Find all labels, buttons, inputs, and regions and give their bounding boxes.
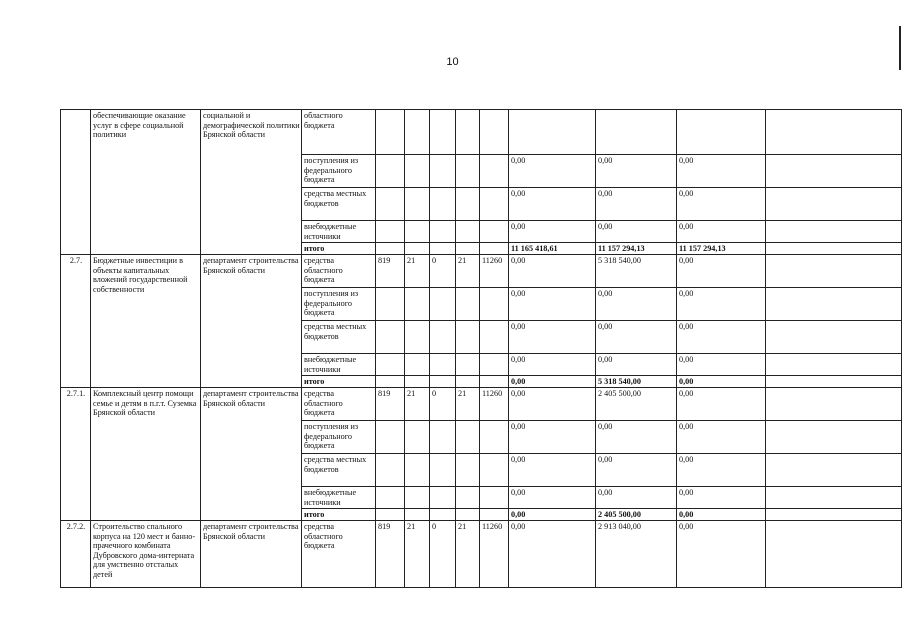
value-year2: 0,00 xyxy=(596,487,677,509)
value-year2: 0,00 xyxy=(596,321,677,354)
funding-source: областного бюджета xyxy=(302,110,376,155)
value-year3: 0,00 xyxy=(677,221,766,243)
value-year3: 0,00 xyxy=(677,388,766,421)
code-om: 21 xyxy=(456,255,480,288)
value-year1: 0,00 xyxy=(509,521,596,588)
table-row xyxy=(61,388,902,421)
value-year1: 0,00 xyxy=(509,155,596,188)
funding-source: средства областного бюджета xyxy=(302,521,376,588)
row-number: 2.7.1. xyxy=(61,388,91,521)
code-gp: 21 xyxy=(405,255,430,288)
measure-name: Бюджетные инвестиции в объекты капитальных вложений государственной собственности xyxy=(91,255,201,388)
value-year3: 0,00 xyxy=(677,521,766,588)
code-napr: 11260 xyxy=(480,521,509,588)
value-year2: 2 405 500,00 xyxy=(596,388,677,421)
total-year1: 0,00 xyxy=(509,376,596,388)
funding-source: внебюджетные источники xyxy=(302,354,376,376)
value-year2: 0,00 xyxy=(596,221,677,243)
value-year3: 0,00 xyxy=(677,288,766,321)
value-year1: 0,00 xyxy=(509,454,596,487)
total-year3: 0,00 xyxy=(677,509,766,521)
value-year3: 0,00 xyxy=(677,354,766,376)
value-year2: 0,00 xyxy=(596,421,677,454)
value-year2: 0,00 xyxy=(596,454,677,487)
value-year2 xyxy=(596,110,677,155)
table-row xyxy=(61,110,902,155)
funding-source: поступления из федерального бюджета xyxy=(302,421,376,454)
value-year1: 0,00 xyxy=(509,321,596,354)
code-pgp: 0 xyxy=(430,388,456,421)
value-year1: 0,00 xyxy=(509,354,596,376)
value-year1: 0,00 xyxy=(509,188,596,221)
total-year3: 0,00 xyxy=(677,376,766,388)
code-pgp: 0 xyxy=(430,521,456,588)
funding-source: средства местных бюджетов xyxy=(302,454,376,487)
executor: социальной и демографической политики Брянской области xyxy=(201,110,302,255)
value-year2: 0,00 xyxy=(596,354,677,376)
executor: департамент строительства Брянской области xyxy=(201,255,302,388)
funding-source: поступления из федерального бюджета xyxy=(302,288,376,321)
funding-source-total: итого xyxy=(302,376,376,388)
funding-source-total: итого xyxy=(302,243,376,255)
value-year2: 0,00 xyxy=(596,155,677,188)
measure-name: обеспечивающие оказание услуг в сфере социальной политики xyxy=(91,110,201,255)
value-year3 xyxy=(677,110,766,155)
value-year3: 0,00 xyxy=(677,487,766,509)
row-number xyxy=(61,110,91,255)
measure-name: Строительство спального корпуса на 120 мест и банно-прачечного комбината Дубровского дома-интерната для умственно отсталых детей xyxy=(91,521,201,588)
value-year2: 5 318 540,00 xyxy=(596,255,677,288)
value-year1: 0,00 xyxy=(509,288,596,321)
funding-source: средства областного бюджета xyxy=(302,255,376,288)
value-year1: 0,00 xyxy=(509,221,596,243)
code-om: 21 xyxy=(456,521,480,588)
value-year3: 0,00 xyxy=(677,321,766,354)
table-row xyxy=(61,255,902,288)
total-year2: 5 318 540,00 xyxy=(596,376,677,388)
funding-source: внебюджетные источники xyxy=(302,487,376,509)
value-year2: 2 913 040,00 xyxy=(596,521,677,588)
code-gp: 21 xyxy=(405,388,430,421)
code-napr: 11260 xyxy=(480,388,509,421)
value-year3: 0,00 xyxy=(677,454,766,487)
value-year2: 0,00 xyxy=(596,288,677,321)
total-year2: 11 157 294,13 xyxy=(596,243,677,255)
code-pgp: 0 xyxy=(430,255,456,288)
funding-source: средства местных бюджетов xyxy=(302,321,376,354)
code-om: 21 xyxy=(456,388,480,421)
funding-source: средства местных бюджетов xyxy=(302,188,376,221)
total-year1: 11 165 418,61 xyxy=(509,243,596,255)
value-year1 xyxy=(509,110,596,155)
value-year1: 0,00 xyxy=(509,421,596,454)
value-year1: 0,00 xyxy=(509,255,596,288)
executor: департамент строительства Брянской области xyxy=(201,521,302,588)
funding-source-total: итого xyxy=(302,509,376,521)
total-year2: 2 405 500,00 xyxy=(596,509,677,521)
value-year1: 0,00 xyxy=(509,388,596,421)
code-napr: 11260 xyxy=(480,255,509,288)
code-gr: 819 xyxy=(376,521,405,588)
funding-source: поступления из федерального бюджета xyxy=(302,155,376,188)
value-year3: 0,00 xyxy=(677,255,766,288)
total-year3: 11 157 294,13 xyxy=(677,243,766,255)
value-year3: 0,00 xyxy=(677,421,766,454)
value-year1: 0,00 xyxy=(509,487,596,509)
executor: департамент строительства Брянской области xyxy=(201,388,302,521)
total-year1: 0,00 xyxy=(509,509,596,521)
page-number: 10 xyxy=(446,56,459,68)
value-year2: 0,00 xyxy=(596,188,677,221)
value-year3: 0,00 xyxy=(677,188,766,221)
value-year3: 0,00 xyxy=(677,155,766,188)
scan-edge-mark xyxy=(899,26,901,70)
funding-source: средства областного бюджета xyxy=(302,388,376,421)
code-gr: 819 xyxy=(376,388,405,421)
row-number: 2.7. xyxy=(61,255,91,388)
measure-name: Комплексный центр помощи семье и детям в п.г.т. Суземка Брянской области xyxy=(91,388,201,521)
table-row xyxy=(61,521,902,588)
code-gp: 21 xyxy=(405,521,430,588)
row-number: 2.7.2. xyxy=(61,521,91,588)
code-gr: 819 xyxy=(376,255,405,288)
funding-source: внебюджетные источники xyxy=(302,221,376,243)
budget-table xyxy=(60,109,902,588)
